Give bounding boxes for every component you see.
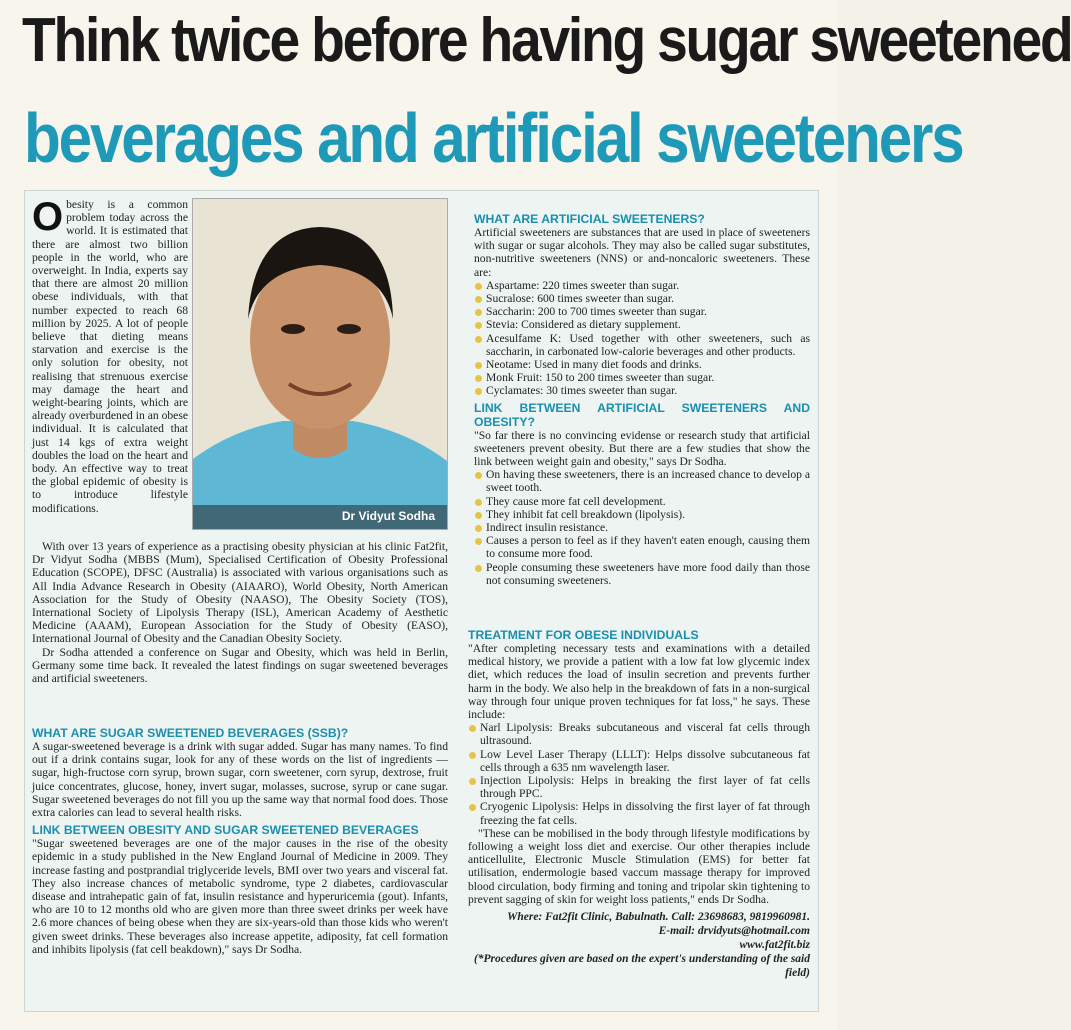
list-item: Causes a person to feel as if they haven't eaten enough, causing them to consume more food. [474, 534, 810, 560]
artificial-link-heading: LINK BETWEEN ARTIFICIAL SWEETENERS AND OBESITY? [474, 400, 810, 429]
list-item: They inhibit fat cell breakdown (lipolysis). [474, 508, 810, 521]
drop-cap: O [32, 195, 64, 239]
disclaimer-note: (*Procedures given are based on the expert's understanding of the said field) [473, 953, 810, 980]
contact-where: Where: Fat2fit Clinic, Babulnath. Call: 23698683, 9819960981. [507, 911, 810, 924]
list-item: Acesulfame K: Used together with other sweeteners, such as saccharin, in carbonated low-calorie beverages and other products. [474, 332, 810, 358]
list-item: Saccharin: 200 to 700 times sweeter than sugar. [474, 305, 810, 318]
list-item: Cyclamates: 30 times sweeter than sugar. [474, 384, 810, 397]
sweetener-list [474, 279, 810, 398]
list-item: Low Level Laser Therapy (LLLT): Helps dissolve subcutaneous fat cells through a 635 nm wavelength laser. [468, 748, 810, 774]
ssb-link-text: "Sugar sweetened beverages are one of the major causes in the rise of the obesity epidemic in a study published in the New England Journal of Medicine in 2009. They increase fasting and postprandial triglyceride levels, BMI over two years and visceral fat. They also increase chances of metabolic syndrome, type 2 diabetes, cardiovascular disease and intrahepatic gain of fat, insulin resistance and hyperuricemia (gout). Infants, who are 10 to 12 months old who are given more than three sweet drinks per week have 2.6 more chances of being obese when they are six-years-old than those kids who weren't given sweet drinks. These beverages also increase appetite, adiposity, fat cell formation and inhibits lipolysis (fat cell beakdown)," says Dr Sodha. [32, 837, 448, 956]
list-item: Neotame: Used in many diet foods and drinks. [474, 358, 810, 371]
list-item: Monk Fruit: 150 to 200 times sweeter than sugar. [474, 371, 810, 384]
list-item: Cryogenic Lipolysis: Helps in dissolving the first layer of fat through freezing the fat cells. [468, 800, 810, 826]
artificial-text: Artificial sweeteners are substances that are used in place of sweeteners with sugar or sugar alcohols. They may also be called sugar substitutes, non-nutritive sweeteners (NNS) or and-noncaloric sweeteners. These are: [474, 226, 810, 279]
doctor-portrait-image [193, 199, 447, 529]
list-item: Sucralose: 600 times sweeter than sugar. [474, 292, 810, 305]
doctor-photo [192, 198, 448, 530]
technique-list [468, 721, 810, 827]
treatment-closing: "These can be mobilised in the body through lifestyle modifications by following a weight loss diet and exercise. Our other therapies include anticellulite, Electronic Muscle Stimulation (EMS) for better fat utilisation, endermologie based vaccum massage therapy for improved blood circulation, body firming and toning and tripolar skin tightening to prevent sagging of skin for weight loss patients," ends Dr Sodha. [468, 826, 810, 906]
treatment-heading: TREATMENT FOR OBESE INDIVIDUALS [468, 628, 699, 642]
ssb-link-heading: LINK BETWEEN OBESITY AND SUGAR SWEETENED BEVERAGES [32, 823, 419, 838]
contact-email: E-mail: drvidyuts@hotmail.com [658, 925, 810, 938]
headline-line-1: Think twice before having sugar sweetened [22, 6, 1071, 75]
list-item: Aspartame: 220 times sweeter than sugar. [474, 279, 810, 292]
contact-web: www.fat2fit.biz [739, 939, 810, 952]
intro-paragraph-3: Dr Sodha attended a conference on Sugar and Obesity, which was held in Berlin, Germany some time back. It revealed the latest findings on sugar sweetened beverages and artificial sweeteners. [32, 645, 448, 686]
headline-line-2: beverages and artificial sweeteners [24, 99, 963, 177]
list-item: Indirect insulin resistance. [474, 521, 810, 534]
intro-paragraph-2: With over 13 years of experience as a practising obesity physician at his clinic Fat2fit, Dr Vidyut Sodha (MBBS (Mum), Specialised Certification of Obesity Professional Education (SCOPE), DFSC (Australia) is associated with various organisations such as All India Advance Research in Obesity (AIAARO), World Obesity, North American Association for the Study of Obesity (NAASO), The Obesity Society (TOS), International Society of Lipolysis Therapy (ISL), American Academy of Aesthetic Medicine (AAAM), European Association for the Study of Obesity (EASO), International Journal of Obesity and the Canadian Obesity Society. [32, 540, 448, 646]
list-item: Stevia: Considered as dietary supplement. [474, 318, 810, 331]
ssb-heading: WHAT ARE SUGAR SWEETENED BEVERAGES (SSB)? [32, 726, 349, 740]
list-item: On having these sweeteners, there is an increased chance to develop a sweet tooth. [474, 468, 810, 494]
intro-paragraph: besity is a common problem today across the world. It is estimated that there are almost two billion people in the world, who are overweight. In India, experts say that there are almost 20 million obese individuals, with that number expected to reach 68 million by 2025. A lot of people believe that dieting means starvation and exercise is the only solution for obesity, not realising that strenuous exercise may damage the heart and weight-bearing joints, which are already overburdened in an obese individual. It is calculated that just 14 kgs of extra weight doubles the load on the heart and body. An effective way to treat the global epidemic of obesity is to introduce lifestyle modifications. [32, 198, 188, 515]
ssb-section [32, 726, 448, 956]
treatment-section [468, 628, 810, 980]
treatment-text: "After completing necessary tests and examinations with a detailed medical history, we provide a patient with a low fat low glycemic index diet, which reduces the load of insulin secretion and prevents further harm in the body. We also help in the breakdown of fats in a non-surgical way through four unique proven techniques for fat loss," he says. These include: [468, 642, 810, 722]
list-item: They cause more fat cell development. [474, 495, 810, 508]
artificial-link-text: "So far there is no convincing evidense or research study that artificial sweeteners prevent obesity. But there are a few studies that show the link between weight gain and obesity," says Dr Sodha. [474, 428, 810, 469]
intro-column [32, 195, 188, 515]
intro-continued [32, 540, 448, 685]
photo-caption: Dr Vidyut Sodha [341, 509, 435, 523]
ssb-text: A sugar-sweetened beverage is a drink with sugar added. Sugar has many names. To find out if a drink contains sugar, look for any of these words on the list of ingredients — sugar, high-fructose corn syrup, brown sugar, corn sweetener, corn syrup, dextrose, fruit juice concentrates, glucose, honey, invert sugar, molasses, sucrose, syrup or cane sugar. Sugar sweetened beverages do not fill you up the same way that normal food does. Those extra calories can lead to several health risks. [32, 740, 448, 820]
photo-caption-bar [193, 505, 447, 529]
effects-list [474, 468, 810, 587]
list-item: People consuming these sweeteners have more food daily than those not consuming sweeteners. [474, 561, 810, 587]
artificial-heading: WHAT ARE ARTIFICIAL SWEETENERS? [474, 212, 705, 226]
list-item: Narl Lipolysis: Breaks subcutaneous and visceral fat cells through ultrasound. [468, 721, 810, 747]
artificial-section [474, 212, 810, 587]
list-item: Injection Lipolysis: Helps in breaking the first layer of fat cells through PPC. [468, 774, 810, 800]
